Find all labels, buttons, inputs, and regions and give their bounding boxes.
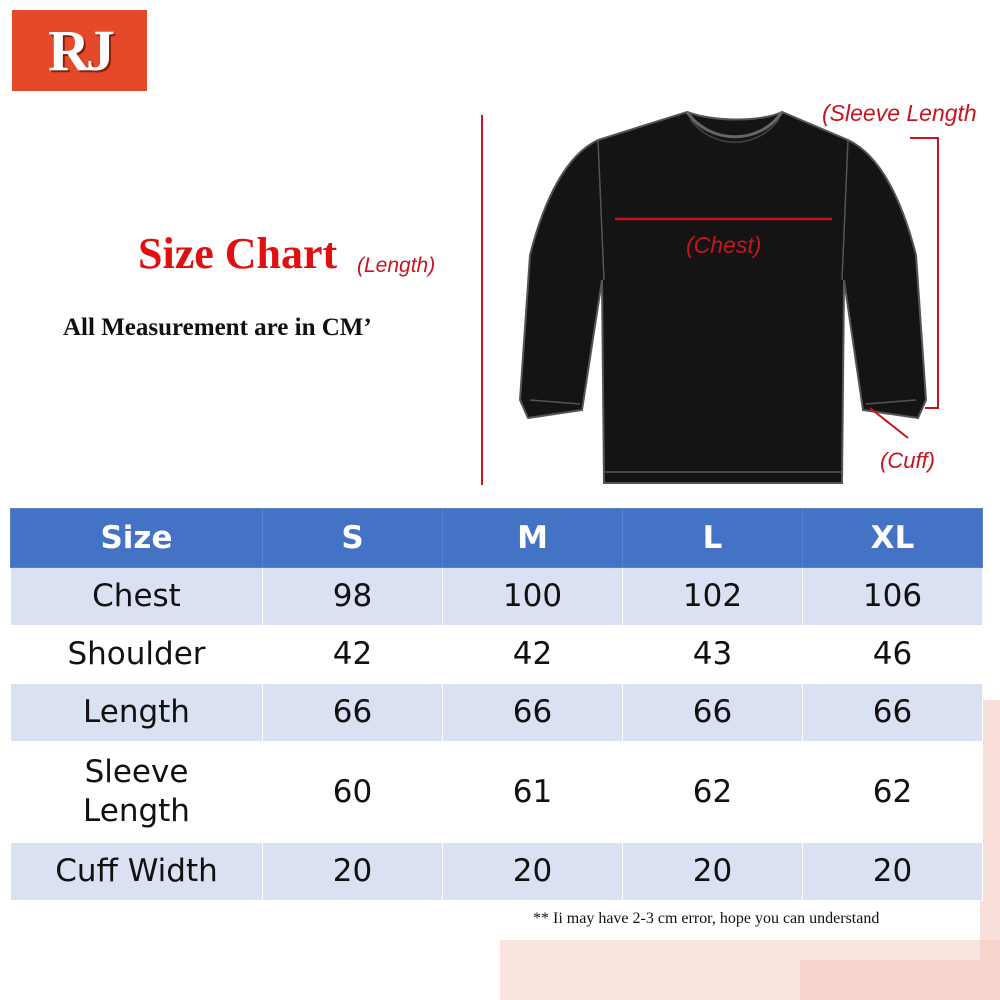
- brand-logo: [12, 10, 147, 91]
- table-cell: 66: [263, 684, 443, 742]
- table-cell: 20: [263, 843, 443, 901]
- table-cell: 66: [803, 684, 983, 742]
- table-cell: 66: [623, 684, 803, 742]
- header-l: L: [623, 509, 803, 568]
- shirt-body: [520, 112, 926, 483]
- table-row-chest: [11, 568, 983, 626]
- row-label-line2: Length: [83, 793, 190, 829]
- sleeve-length-label: (Sleeve Length: [822, 100, 977, 126]
- length-label: (Length): [357, 254, 436, 277]
- page-title: Size Chart: [138, 229, 338, 278]
- row-label: Shoulder: [11, 626, 263, 684]
- size-chart-table: [10, 508, 983, 901]
- tshirt-illustration: [470, 100, 1000, 500]
- row-label: Chest: [11, 568, 263, 626]
- header-size: Size: [11, 509, 263, 568]
- table-cell: 61: [443, 742, 623, 843]
- table-cell: 98: [263, 568, 443, 626]
- header-s: S: [263, 509, 443, 568]
- table-cell: 20: [623, 843, 803, 901]
- header-xl: XL: [803, 509, 983, 568]
- table-cell: 106: [803, 568, 983, 626]
- table-row-sleeve-length: [11, 742, 983, 843]
- error-disclaimer: ** Ii may have 2-3 cm error, hope you can understand: [533, 910, 880, 927]
- table-cell: 20: [443, 843, 623, 901]
- table-cell: 62: [803, 742, 983, 843]
- row-label: [11, 742, 263, 843]
- measurement-unit-note: All Measurement are in CM’: [63, 314, 372, 341]
- cuff-label: (Cuff): [880, 448, 935, 473]
- row-label: Length: [11, 684, 263, 742]
- table-cell: 102: [623, 568, 803, 626]
- table-header-row: [11, 509, 983, 568]
- table-row-shoulder: [11, 626, 983, 684]
- logo-text: RJ: [48, 17, 111, 83]
- table-row-cuff-width: [11, 843, 983, 901]
- table-cell: 46: [803, 626, 983, 684]
- table-cell: 20: [803, 843, 983, 901]
- row-label: Cuff Width: [11, 843, 263, 901]
- table-cell: 62: [623, 742, 803, 843]
- table-row-length: [11, 684, 983, 742]
- header-m: M: [443, 509, 623, 568]
- row-label-line1: Sleeve: [84, 754, 189, 791]
- chest-label: (Chest): [686, 232, 762, 258]
- table-cell: 42: [443, 626, 623, 684]
- table-cell: 43: [623, 626, 803, 684]
- table-cell: 66: [443, 684, 623, 742]
- table-cell: 60: [263, 742, 443, 843]
- table-cell: 42: [263, 626, 443, 684]
- table-cell: 100: [443, 568, 623, 626]
